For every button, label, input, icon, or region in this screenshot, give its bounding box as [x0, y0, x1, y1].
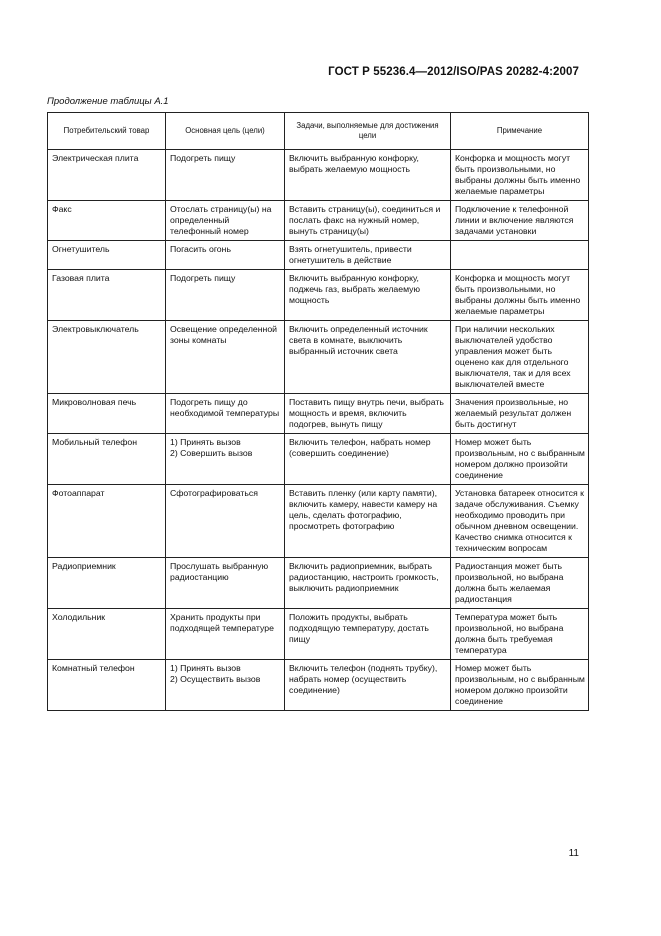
table-row [48, 434, 589, 485]
table-row [48, 270, 589, 321]
tasks-cell: Включить выбранную конфорку, поджечь газ, выбрать желаемую мощность [285, 270, 451, 321]
goal-line: 2) Осуществить вызов [170, 674, 261, 684]
table-row [48, 201, 589, 241]
tasks-cell: Включить радиоприемник, выбрать радиостанцию, настроить громкость, выключить радиоприемник [285, 558, 451, 609]
product-cell: Электровыключатель [48, 321, 166, 394]
note-cell: Значения произвольные, но желаемый результат должен быть достигнут [451, 394, 589, 434]
tasks-cell: Включить телефон, набрать номер (совершить соединение) [285, 434, 451, 485]
product-cell: Факс [48, 201, 166, 241]
note-cell: Номер может быть произвольным, но с выбранным номером должно произойти соединение [451, 434, 589, 485]
goal-cell: Хранить продукты при подходящей температуре [166, 609, 285, 660]
column-header-goal: Основная цель (цели) [166, 113, 285, 150]
tasks-cell: Включить выбранную конфорку, выбрать желаемую мощность [285, 150, 451, 201]
goal-cell: Освещение определенной зоны комнаты [166, 321, 285, 394]
product-cell: Электрическая плита [48, 150, 166, 201]
goal-cell: Подогреть пищу до необходимой температуры [166, 394, 285, 434]
tasks-cell: Положить продукты, выбрать подходящую температуру, достать пищу [285, 609, 451, 660]
consumer-products-table [47, 112, 589, 711]
goal-cell: Погасить огонь [166, 241, 285, 270]
tasks-cell: Взять огнетушитель, привести огнетушитель в действие [285, 241, 451, 270]
note-cell [451, 241, 589, 270]
goal-line: 2) Совершить вызов [170, 448, 253, 458]
goal-cell [166, 434, 285, 485]
goal-cell: Подогреть пищу [166, 150, 285, 201]
goal-line: 1) Принять вызов [170, 437, 241, 447]
product-cell: Радиоприемник [48, 558, 166, 609]
table-caption: Продолжение таблицы A.1 [47, 96, 169, 107]
goal-line: 1) Принять вызов [170, 663, 241, 673]
table-row [48, 321, 589, 394]
goal-cell: Сфотографироваться [166, 485, 285, 558]
product-cell: Микроволновая печь [48, 394, 166, 434]
table-row [48, 150, 589, 201]
note-cell: Конфорка и мощность могут быть произвольными, но выбраны должны быть именно желаемые параметры [451, 150, 589, 201]
table-row [48, 609, 589, 660]
column-header-tasks: Задачи, выполняемые для достижения цели [285, 113, 451, 150]
product-cell: Газовая плита [48, 270, 166, 321]
note-cell: Радиостанция может быть произвольной, но выбрана должна быть желаемая радиостанция [451, 558, 589, 609]
tasks-cell: Включить телефон (поднять трубку), набрать номер (осуществить соединение) [285, 660, 451, 711]
note-cell: Температура может быть произвольной, но выбрана должна быть требуемая температура [451, 609, 589, 660]
note-cell: Установка батареек относится к задаче обслуживания. Съемку необходимо проводить при обычном дневном освещении. Качество снимка относится к техническим вопросам [451, 485, 589, 558]
tasks-cell: Поставить пищу внутрь печи, выбрать мощность и время, включить подогрев, вынуть пищу [285, 394, 451, 434]
tasks-cell: Вставить пленку (или карту памяти), включить камеру, навести камеру на цель, сделать фотографию, просмотреть фотографию [285, 485, 451, 558]
product-cell: Мобильный телефон [48, 434, 166, 485]
tasks-cell: Вставить страницу(ы), соединиться и послать факс на нужный номер, вынуть страницу(ы) [285, 201, 451, 241]
note-cell: При наличии нескольких выключателей удобство управления может быть оценено как для отдельного выключателя, так и для всех выключателей вместе [451, 321, 589, 394]
product-cell: Огнетушитель [48, 241, 166, 270]
table-row [48, 485, 589, 558]
goal-cell: Подогреть пищу [166, 270, 285, 321]
goal-cell: Прослушать выбранную радиостанцию [166, 558, 285, 609]
table-row [48, 660, 589, 711]
product-cell: Фотоаппарат [48, 485, 166, 558]
product-cell: Комнатный телефон [48, 660, 166, 711]
column-header-product: Потребительский товар [48, 113, 166, 150]
product-cell: Холодильник [48, 609, 166, 660]
table-row [48, 394, 589, 434]
table-row [48, 558, 589, 609]
column-header-note: Примечание [451, 113, 589, 150]
note-cell: Номер может быть произвольным, но с выбранным номером должно произойти соединение [451, 660, 589, 711]
tasks-cell: Включить определенный источник света в комнате, выключить выбранный источник света [285, 321, 451, 394]
table-row [48, 241, 589, 270]
goal-cell: Отослать страницу(ы) на определенный телефонный номер [166, 201, 285, 241]
standard-code-header: ГОСТ Р 55236.4—2012/ISO/PAS 20282-4:2007 [328, 66, 579, 78]
note-cell: Конфорка и мощность могут быть произвольными, но выбраны должны быть именно желаемые параметры [451, 270, 589, 321]
page-number: 11 [568, 848, 579, 859]
goal-cell [166, 660, 285, 711]
note-cell: Подключение к телефонной линии и включение являются задачами установки [451, 201, 589, 241]
table-header-row [48, 113, 589, 150]
